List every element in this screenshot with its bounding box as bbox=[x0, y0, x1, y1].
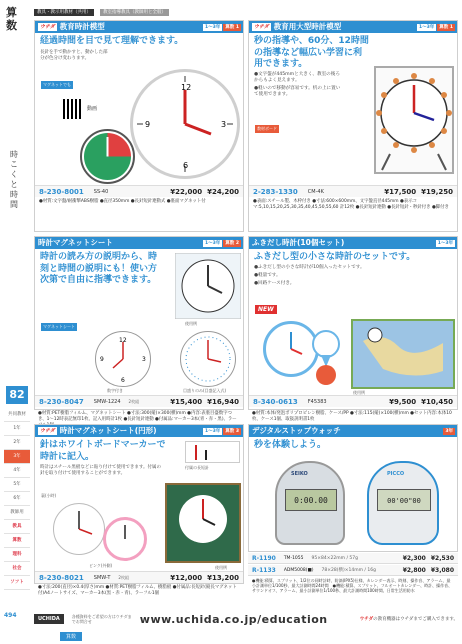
stopwatch-b-image bbox=[367, 461, 439, 545]
blackboard-icon bbox=[167, 485, 239, 561]
usage-board-image bbox=[175, 253, 241, 319]
panel-title: ふきだし時計(10個セット) bbox=[252, 238, 345, 247]
top-tag: 教具・教示用教材（共用） bbox=[34, 9, 94, 16]
image-label: 使用例 bbox=[215, 565, 227, 570]
svg-text:12: 12 bbox=[119, 337, 127, 344]
footer bbox=[34, 608, 458, 630]
svg-text:12: 12 bbox=[181, 83, 192, 92]
panel-title: デジタルストップウォッチ bbox=[252, 426, 341, 435]
panel-header bbox=[35, 21, 243, 33]
bullet: ●ふきだし型の小さな時計が10個入ったセットです。 bbox=[254, 264, 365, 270]
footer-url[interactable]: www.uchida.co.jp/education bbox=[139, 612, 328, 626]
hands-image bbox=[185, 441, 240, 463]
stack-icon bbox=[311, 329, 341, 389]
description: 時計はスチール黒板などに貼り付けて使用できます。付属の針を取り付けて使用することができます。 bbox=[40, 465, 161, 476]
large-clock-image bbox=[374, 66, 454, 174]
image-label: ピンク(外側) bbox=[89, 563, 113, 568]
product-spec: ●材質:本体/発泡ポリプロピレン樹脂、ケース/PP ●寸法:115(縦)×100(横)mm ●セット内容:本体10枚、ケース1個、取扱説明書1枚 bbox=[252, 411, 452, 422]
price-tax: ¥10,450 bbox=[421, 397, 453, 406]
svg-text:6: 6 bbox=[183, 161, 189, 170]
sidebar-nav bbox=[4, 408, 30, 590]
product-spec: ●材質:文字盤/耐衝撃ABS樹脂 ●直径350mm ●長針短針連動式 ●裏面マグネット付 bbox=[39, 199, 206, 204]
image-label: 裏(小時) bbox=[41, 493, 57, 498]
price-tax: ¥13,200 bbox=[207, 573, 239, 582]
product-code[interactable]: 8-340-0613 bbox=[253, 397, 298, 406]
model-number: ADM5008(■) bbox=[283, 567, 314, 573]
qr-code-icon[interactable] bbox=[63, 99, 83, 119]
grade-badge: 3年 bbox=[445, 428, 453, 434]
sidebar-item[interactable]: 教具 bbox=[4, 520, 30, 534]
model-number: SMW-1224 bbox=[93, 398, 121, 405]
image-label: 使用例 bbox=[353, 390, 365, 395]
scale-sheet-image bbox=[180, 331, 236, 387]
svg-text:3: 3 bbox=[142, 356, 146, 363]
price: ¥22,000 bbox=[170, 187, 203, 196]
subject-badge: 算数 3 bbox=[225, 428, 239, 434]
large-clock-face-icon bbox=[376, 68, 452, 172]
panel-title: 教育時計模型 bbox=[59, 22, 105, 31]
bullet: ●文字盤が445mmと大きく、教室の後ろからもよく見えます。 bbox=[254, 71, 340, 83]
product-panel-clock-model bbox=[34, 20, 244, 232]
brand-logo: ウチダ bbox=[40, 24, 55, 30]
product-code[interactable]: 8-230-8021 bbox=[39, 573, 84, 582]
product-row bbox=[249, 395, 457, 407]
sidebar bbox=[0, 0, 32, 644]
headline: ふきだし型の小さな時計のセットです。 bbox=[254, 252, 416, 262]
product-spec: ●寸法:200(直径)×0.4(厚さ)mm ●材質:PET樹脂フィルム、樹脂板 ●付属品:長短針(縦長マグネット付)A4ノートサイズ、マーカー3本(黒・赤・青)、ラーフル1個 bbox=[38, 585, 237, 596]
product-row bbox=[35, 571, 243, 583]
size-weight: 78×28(横)×14mm / 16g bbox=[321, 568, 376, 573]
headline: 時計の読み方の説明から、時刻と時間の説明にも！使い方次第で自由に指導できます。 bbox=[40, 252, 158, 285]
page-box: 82 bbox=[6, 386, 28, 404]
clock-sheet-icon bbox=[175, 253, 241, 319]
bullet: ●回路ケース付き。 bbox=[254, 280, 295, 286]
pink-clock-icon bbox=[106, 520, 144, 558]
bullet: ●軽いので移動が容易です。机の上に置いて使用できます。 bbox=[254, 85, 341, 98]
sidebar-item[interactable]: 共同教材 bbox=[4, 408, 30, 422]
image-label: 付属の長短針 bbox=[185, 465, 209, 470]
product-row bbox=[35, 185, 243, 197]
stopwatch-a-image bbox=[275, 461, 345, 545]
bottom-tag: 算数 bbox=[60, 632, 82, 641]
speech-clock-icon bbox=[266, 324, 316, 374]
pink-sheet-image bbox=[103, 517, 147, 561]
panel-header bbox=[35, 237, 243, 249]
usage-photo bbox=[351, 319, 455, 389]
sidebar-item[interactable]: 理科 bbox=[4, 548, 30, 562]
description: 長針を手で動かすと、動かした部分が色分け変わります。 bbox=[40, 49, 108, 61]
magnet-tag: マグネットシート bbox=[43, 324, 75, 329]
product-panel-round-magnet bbox=[34, 424, 244, 584]
product-panel-stopwatch bbox=[248, 424, 458, 552]
stopwatch-row bbox=[248, 565, 458, 576]
numbered-sheet-image bbox=[95, 331, 151, 387]
product-code[interactable]: 2-283-1330 bbox=[253, 187, 298, 196]
model-number: SS-40 bbox=[93, 188, 109, 195]
unit: 2枚組 bbox=[128, 398, 140, 404]
price: ¥2,800 bbox=[402, 566, 426, 574]
product-code[interactable]: R-1190 bbox=[252, 554, 276, 562]
speech-clock-stack-image bbox=[311, 329, 341, 389]
subject-badge: 算数 1 bbox=[439, 24, 453, 30]
price: ¥9,500 bbox=[389, 397, 417, 406]
footer-small: 各種資料をご希望の方はウチダまでお問合せ bbox=[71, 614, 132, 624]
blackboard-photo bbox=[165, 483, 241, 563]
product-panel-speech-clock bbox=[248, 236, 458, 410]
headline: 秒を体験しよう。 bbox=[254, 440, 327, 450]
panel-header bbox=[35, 425, 243, 437]
model-number: F45383 bbox=[307, 398, 327, 405]
panel-header bbox=[249, 21, 457, 33]
image-label: 数字付き bbox=[107, 388, 123, 393]
sidebar-item-active[interactable]: 3年 bbox=[4, 450, 30, 464]
sidebar-item[interactable]: 6年 bbox=[4, 492, 30, 506]
svg-text:3: 3 bbox=[221, 120, 227, 129]
product-code[interactable]: 8-230-8047 bbox=[39, 397, 84, 406]
numbered-clock-icon bbox=[96, 332, 150, 386]
stopwatch-b-brand: PICCO bbox=[387, 471, 405, 477]
unit: 2枚組 bbox=[118, 574, 129, 580]
brand-logo: ウチダ bbox=[254, 24, 269, 30]
product-spec: ●機能:積算、スプリット、1/2位の同時計時、防滴(IPX5)仕様、カレンダー表示、時刻、操作音、アラーム、最小計測単位1/100秒、最大計測時間24時間 ●機能:積算、スプリット、フルオートカレンダー、時計、操作音、サウンドオフ、アラーム、最小計測単位1/100秒、最大計測時間100時間、日常生活用防水 bbox=[252, 578, 453, 594]
product-code[interactable]: R-1133 bbox=[252, 566, 276, 574]
svg-text:9: 9 bbox=[100, 356, 104, 363]
headline: 秒の指導や、60分、12時間の指導など幅広い学習に利用できます。 bbox=[254, 36, 369, 69]
new-badge: NEW bbox=[255, 305, 277, 314]
sidebar-item[interactable]: 2年 bbox=[4, 436, 30, 450]
white-clock-icon bbox=[54, 504, 104, 554]
product-panel-large-clock bbox=[248, 20, 458, 232]
board-tag: 教材ボード bbox=[257, 126, 277, 131]
price: ¥2,300 bbox=[402, 554, 426, 562]
product-panel-magnet-sheet bbox=[34, 236, 244, 410]
brand-logo: ウチダ bbox=[40, 428, 55, 434]
clock-face-icon bbox=[133, 72, 237, 176]
price-tax: ¥16,940 bbox=[207, 397, 239, 406]
top-band bbox=[34, 8, 458, 17]
product-spec: ●材質:PET樹脂フィルム、マグネットシート ●寸法:300(縦)×300(横)mm ●内容:表裏目盛数字つき、1～12時表記無印1枚、記入用時計1枚 ●長針短針連動 ●付属品:マーカー3本(青・赤・黒)、ラー bbox=[38, 411, 237, 422]
subject-title: 算数 bbox=[6, 6, 17, 32]
clock-inset-image bbox=[80, 129, 135, 184]
footer-logo: UCHIDA bbox=[34, 614, 64, 624]
page-number: 494 bbox=[4, 612, 17, 619]
product-spec: ●表面:スチール製、木枠付き ●寸法:600×600mm、文字盤直径445mm ●表示コマ:5,10,15,20,25,30,35,40,45,50,55,60 計12枚 ●長針短針連動 ●長針短針・秒針付き ●脚付き bbox=[253, 199, 449, 210]
price-tax: ¥19,250 bbox=[421, 187, 453, 196]
sidebar-item[interactable]: 1年 bbox=[4, 422, 30, 436]
sidebar-item[interactable]: 4年 bbox=[4, 464, 30, 478]
top-tag: 教室指導教具（教師用と全般） bbox=[100, 9, 169, 16]
panel-title: 時計マグネットシート(円形) bbox=[59, 426, 157, 435]
video-label: 動画 bbox=[87, 106, 98, 112]
model-number: CM-4K bbox=[307, 188, 324, 195]
model-number: SMW-T bbox=[93, 574, 111, 581]
stopwatch-row bbox=[248, 553, 458, 564]
sidebar-item[interactable]: 教師用 bbox=[4, 506, 30, 520]
white-sheet-image bbox=[53, 503, 105, 555]
grade-badge: 1～3年 bbox=[419, 24, 435, 30]
clock-model-image bbox=[130, 69, 240, 179]
price: ¥15,400 bbox=[170, 397, 203, 406]
panel-title: 時計マグネットシート bbox=[38, 238, 113, 247]
image-label: 目盛りのみ(目盛記入式) bbox=[183, 388, 227, 393]
product-code[interactable]: 8-230-8001 bbox=[39, 187, 84, 196]
price-tax: ¥2,530 bbox=[430, 554, 454, 562]
stopwatch-a-brand: SEIKO bbox=[291, 471, 308, 477]
grade-badge: 1～3年 bbox=[205, 240, 221, 246]
image-label: 使用例 bbox=[185, 321, 197, 326]
price-tax: ¥24,200 bbox=[207, 187, 239, 196]
footer-brand: ウチダ bbox=[359, 617, 374, 622]
magnet-tag: マグネットでも bbox=[43, 82, 71, 87]
sidebar-item[interactable]: 算数 bbox=[4, 534, 30, 548]
panel-header bbox=[249, 425, 457, 437]
size-weight: 95×84×22mm / 57g bbox=[311, 555, 358, 561]
grade-badge: 1～3年 bbox=[205, 24, 221, 30]
panel-header bbox=[249, 237, 457, 249]
sidebar-item[interactable]: ソフト bbox=[4, 576, 30, 590]
headline: 針はホワイトボードマーカーで時計に記入。 bbox=[40, 440, 166, 462]
product-row bbox=[249, 185, 457, 197]
sidebar-item[interactable]: 社会 bbox=[4, 562, 30, 576]
clock-hands-icon bbox=[186, 442, 239, 462]
product-row bbox=[35, 395, 243, 407]
price: ¥17,500 bbox=[384, 187, 417, 196]
footer-note: の教育機器はウチダまでご購入できます。 bbox=[373, 617, 458, 622]
map-board-icon bbox=[353, 321, 453, 387]
headline: 経過時間を目で見て理解できます。 bbox=[40, 36, 184, 46]
grade-badge: 1～3年 bbox=[437, 240, 453, 246]
stopwatch-b-display: 00'00"00 bbox=[377, 489, 431, 511]
scale-clock-icon bbox=[181, 332, 235, 386]
subject-badge: 算数 1 bbox=[225, 24, 239, 30]
sidebar-item[interactable]: 5年 bbox=[4, 478, 30, 492]
price-tax: ¥3,080 bbox=[430, 566, 454, 574]
chapter-title: 時こくと時間 bbox=[10, 150, 18, 209]
svg-text:9: 9 bbox=[145, 120, 151, 129]
stopwatch-a-display: 0:00.00 bbox=[285, 489, 337, 511]
svg-text:6: 6 bbox=[121, 377, 125, 384]
subject-badge: 算数 2 bbox=[225, 240, 239, 246]
model-number: TM-1055 bbox=[283, 555, 304, 561]
price: ¥12,000 bbox=[170, 573, 203, 582]
colored-sector-icon bbox=[82, 131, 133, 182]
panel-title: 教育用大型時計模型 bbox=[273, 22, 342, 31]
bullet: ●軽量です。 bbox=[254, 272, 281, 278]
grade-badge: 1～3年 bbox=[205, 428, 221, 434]
